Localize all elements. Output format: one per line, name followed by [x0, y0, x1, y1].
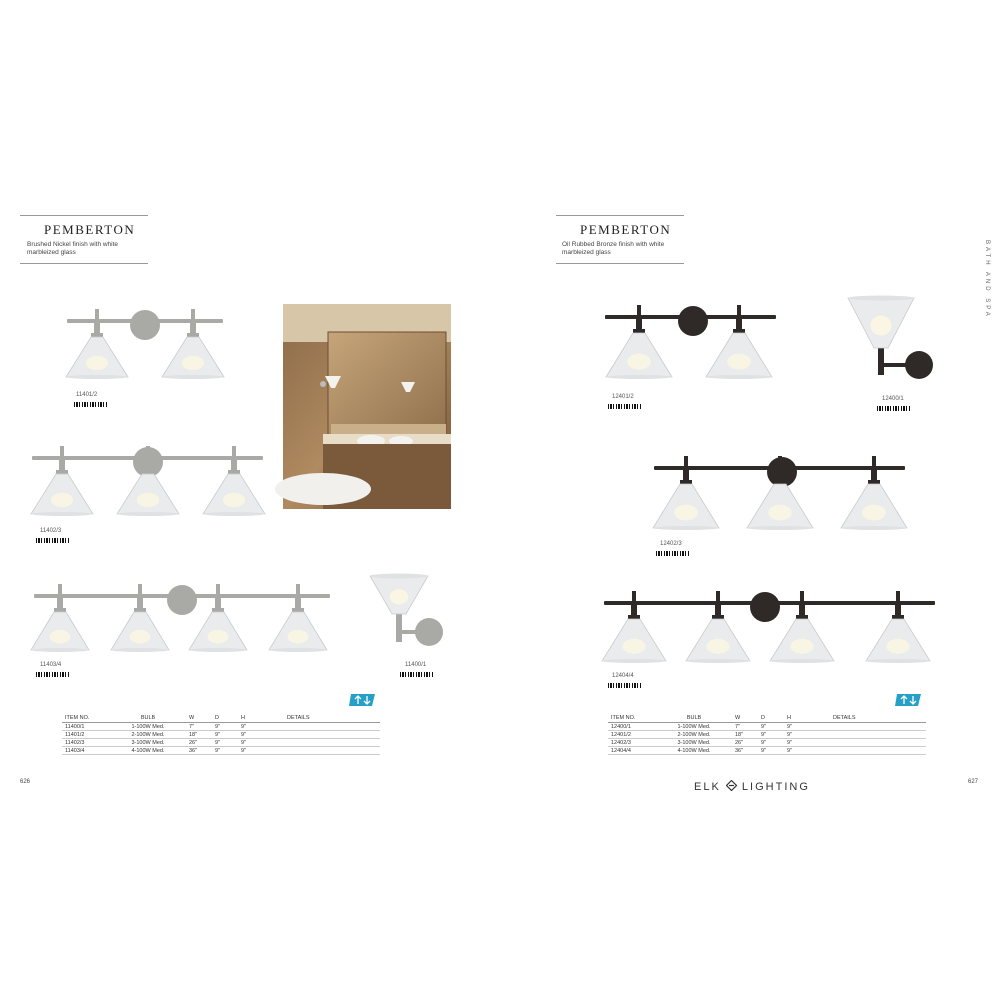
fixture-bar	[34, 594, 330, 598]
col-details: DETAILS	[284, 714, 380, 723]
barcode-11403-4	[36, 672, 70, 677]
glass-shade	[747, 468, 813, 530]
glass-shade	[706, 317, 772, 379]
item-label-12400-1: 12400/1	[882, 396, 904, 402]
table-cell: 9"	[758, 747, 784, 755]
table-cell: 9"	[758, 731, 784, 739]
up-down-arrows-icon	[348, 693, 378, 707]
barcode-12402-3	[656, 551, 690, 556]
table-cell	[830, 723, 926, 731]
col-w: W	[186, 714, 212, 723]
table-cell: 3-100W Med.	[110, 739, 186, 747]
right-header-rule-top	[556, 215, 684, 216]
item-label-12401-2: 12401/2	[612, 394, 634, 400]
left-page-number: 626	[20, 779, 31, 785]
barcode-12401-2	[608, 404, 642, 409]
table-cell: 12400/1	[608, 723, 656, 731]
item-label-12402-3: 12402/3	[660, 541, 682, 547]
col-bulb: BULB	[656, 714, 732, 723]
col-h: H	[238, 714, 284, 723]
table-cell: 18"	[732, 731, 758, 739]
fixture-11401-2	[65, 305, 225, 385]
barcode-12404-4	[608, 683, 642, 688]
left-subtitle: Brushed Nickel finish with white marbleized glass	[27, 241, 119, 256]
glass-shade	[848, 296, 914, 349]
table-cell: 9"	[238, 739, 284, 747]
logo-text-left: ELK	[694, 781, 721, 793]
table-cell	[830, 739, 926, 747]
glass-shade	[66, 321, 128, 379]
table-cell: 26"	[732, 739, 758, 747]
table-cell: 1-100W Med.	[656, 723, 732, 731]
table-row	[62, 739, 380, 747]
glass-shade	[203, 458, 265, 516]
table-cell: 11403/4	[62, 747, 110, 755]
right-subtitle: Oil Rubbed Bronze finish with white marbleized glass	[562, 241, 665, 256]
table-row	[608, 747, 926, 755]
elk-logo-icon	[726, 780, 737, 791]
glass-shade	[189, 596, 247, 652]
table-cell: 4-100W Med.	[110, 747, 186, 755]
right-page-number: 627	[968, 779, 979, 785]
barcode-11400-1	[400, 672, 434, 677]
col-details: DETAILS	[830, 714, 926, 723]
table-cell: 9"	[212, 747, 238, 755]
glass-shade	[770, 603, 834, 663]
up-down-arrows-icon	[894, 693, 924, 707]
table-row	[62, 723, 380, 731]
table-cell: 12402/3	[608, 739, 656, 747]
table-cell: 36"	[186, 747, 212, 755]
table-cell: 9"	[784, 739, 830, 747]
glass-shade	[117, 458, 179, 516]
fixture-bar	[67, 319, 223, 323]
table-row	[608, 739, 926, 747]
table-cell: 9"	[758, 723, 784, 731]
table-cell: 11400/1	[62, 723, 110, 731]
table-cell: 2-100W Med.	[110, 731, 186, 739]
item-label-11402-3: 11402/3	[40, 528, 62, 534]
glass-shade	[653, 468, 719, 530]
col-h: H	[784, 714, 830, 723]
elk-lighting-logo	[694, 780, 810, 793]
col-w: W	[732, 714, 758, 723]
left-spec-table	[62, 714, 380, 755]
col-item-no: ITEM NO.	[62, 714, 110, 723]
glass-shade	[31, 596, 89, 652]
table-cell	[830, 747, 926, 755]
table-row	[62, 747, 380, 755]
table-cell	[284, 723, 380, 731]
fixture-12404-4	[602, 586, 937, 668]
table-cell: 9"	[784, 731, 830, 739]
glass-shade	[111, 596, 169, 652]
glass-shade	[866, 603, 930, 663]
table-cell: 9"	[758, 739, 784, 747]
table-cell: 9"	[212, 731, 238, 739]
table-cell: 4-100W Med.	[656, 747, 732, 755]
left-header-rule-bottom	[20, 263, 148, 264]
glass-shade	[841, 468, 907, 530]
fixture-11400-1	[365, 572, 445, 652]
fixture-11403-4	[32, 580, 332, 655]
fixture-bar	[605, 315, 776, 319]
fixture-12400-1	[843, 295, 938, 385]
table-row	[608, 731, 926, 739]
glass-shade	[686, 603, 750, 663]
barcode-11401-2	[74, 402, 108, 407]
barcode-11402-3	[36, 538, 70, 543]
table-cell: 1-100W Med.	[110, 723, 186, 731]
table-cell: 9"	[238, 731, 284, 739]
col-d: D	[758, 714, 784, 723]
glass-shade	[606, 317, 672, 379]
glass-shade	[31, 458, 93, 516]
fixture-12402-3	[652, 453, 907, 535]
table-cell: 26"	[186, 739, 212, 747]
col-item-no: ITEM NO.	[608, 714, 656, 723]
table-cell: 9"	[784, 747, 830, 755]
logo-text-right: LIGHTING	[741, 781, 810, 793]
table-cell: 3-100W Med.	[656, 739, 732, 747]
table-cell: 12404/4	[608, 747, 656, 755]
barcode-12400-1	[877, 406, 911, 411]
fixture-11402-3	[30, 442, 265, 522]
item-label-11401-2: 11401/2	[76, 392, 98, 398]
side-section-text: BATH AND SPA	[984, 240, 990, 319]
table-cell: 9"	[212, 723, 238, 731]
right-title: PEMBERTON	[580, 222, 672, 237]
table-cell: 7"	[186, 723, 212, 731]
table-cell: 7"	[732, 723, 758, 731]
glass-shade	[162, 321, 224, 379]
fixture-12401-2	[603, 298, 778, 383]
table-cell	[830, 731, 926, 739]
table-cell: 9"	[238, 747, 284, 755]
right-spec-table	[608, 714, 926, 755]
table-cell	[284, 747, 380, 755]
left-title: PEMBERTON	[44, 222, 136, 237]
item-label-12404-4: 12404/4	[612, 673, 634, 679]
table-cell: 2-100W Med.	[656, 731, 732, 739]
table-cell: 36"	[732, 747, 758, 755]
glass-shade	[269, 596, 327, 652]
col-d: D	[212, 714, 238, 723]
glass-shade	[370, 574, 428, 615]
left-header-rule-top	[20, 215, 148, 216]
table-cell: 11402/3	[62, 739, 110, 747]
col-bulb: BULB	[110, 714, 186, 723]
table-cell: 9"	[212, 739, 238, 747]
table-row	[608, 723, 926, 731]
table-cell	[284, 739, 380, 747]
item-label-11403-4: 11403/4	[40, 662, 62, 668]
table-cell: 9"	[238, 723, 284, 731]
fixture-bar	[604, 601, 935, 605]
bathroom-photo	[283, 304, 451, 509]
table-cell: 18"	[186, 731, 212, 739]
glass-shade	[602, 603, 666, 663]
right-header-rule-bottom	[556, 263, 684, 264]
table-cell: 11401/2	[62, 731, 110, 739]
table-cell: 12401/2	[608, 731, 656, 739]
item-label-11400-1: 11400/1	[405, 662, 427, 668]
table-cell	[284, 731, 380, 739]
table-cell: 9"	[784, 723, 830, 731]
table-row	[62, 731, 380, 739]
